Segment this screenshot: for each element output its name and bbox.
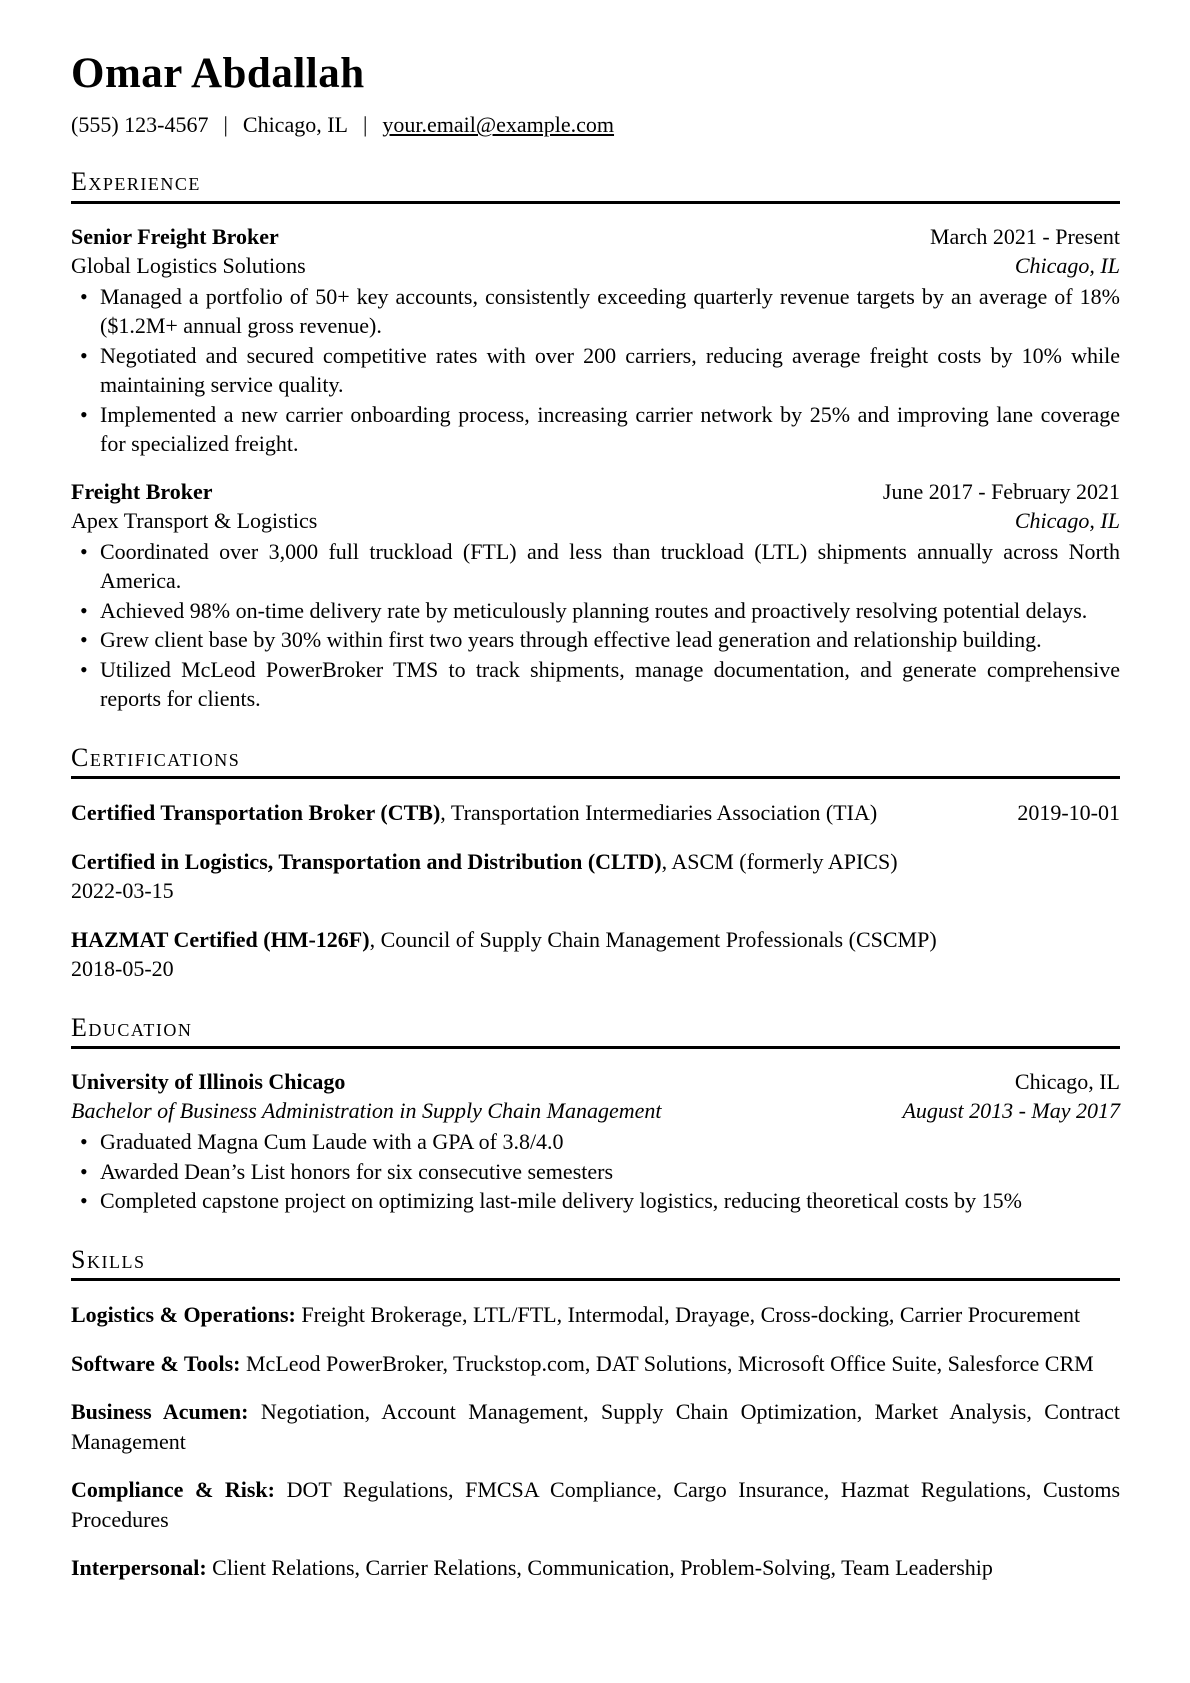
skill-group-items: Freight Brokerage, LTL/FTL, Intermodal, Drayage, Cross-docking, Carrier Procurement (301, 1302, 1081, 1328)
skill-group-items: Client Relations, Carrier Relations, Communication, Problem-Solving, Team Leadership (212, 1555, 993, 1581)
skill-group (71, 1475, 1120, 1534)
phone-number: (555) 123-4567 (71, 112, 209, 138)
skill-group-label: Logistics & Operations: (71, 1302, 296, 1328)
skills-section-title: Skills (71, 1244, 146, 1274)
job-bullet: • Coordinated over 3,000 full truckload (FTL) and less than truckload (LTL) shipments annually across North America. (71, 537, 1120, 596)
section-divider (71, 1278, 1120, 1281)
job-location: Chicago, IL (1014, 507, 1120, 533)
job-entry (71, 222, 1120, 459)
education-bullet: • Completed capstone project on optimizing last-mile delivery logistics, reducing theoretical costs by 15% (71, 1186, 1120, 1215)
education-section (71, 1014, 1120, 1216)
education-entry (71, 1067, 1120, 1215)
certification-org: , Council of Supply Chain Management Professionals (CSCMP) (369, 926, 937, 952)
skills-list (71, 1300, 1120, 1582)
job-bullet: • Negotiated and secured competitive rates with over 200 carriers, reducing average freight costs by 10% while maintaining service quality. (71, 341, 1120, 400)
job-bullet-list (71, 537, 1120, 714)
job-bullet: • Utilized McLeod PowerBroker TMS to track shipments, manage documentation, and generate comprehensive reports for clients. (71, 655, 1120, 714)
education-bullet: • Graduated Magna Cum Laude with a GPA of 3.8/4.0 (71, 1127, 1120, 1156)
certification-name: Certified in Logistics, Transportation and Distribution (CLTD) (71, 848, 662, 874)
skill-group-label: Software & Tools: (71, 1350, 241, 1376)
certification-name: HAZMAT Certified (HM-126F) (71, 926, 370, 952)
education-bullet: • Awarded Dean’s List honors for six consecutive semesters (71, 1157, 1120, 1186)
job-title: Senior Freight Broker (71, 223, 279, 249)
skill-group-label: Business Acumen: (71, 1399, 249, 1425)
contact-separator: | (223, 112, 228, 138)
certification-date: 2019-10-01 (1017, 800, 1120, 826)
person-name: Omar Abdallah (71, 50, 365, 97)
skill-group-items: McLeod PowerBroker, Truckstop.com, DAT Solutions, Microsoft Office Suite, Salesforce CRM (246, 1350, 1094, 1376)
job-bullet: • Implemented a new carrier onboarding process, increasing carrier network by 25% and improving lane coverage for specialized freight. (71, 400, 1120, 459)
job-company: Global Logistics Solutions (71, 252, 306, 278)
certifications-list (71, 798, 1120, 983)
experience-section (71, 168, 1120, 713)
degree-name: Bachelor of Business Administration in Supply Chain Management (71, 1098, 662, 1124)
section-divider (71, 201, 1120, 204)
education-bullet-list (71, 1127, 1120, 1215)
contact-separator: | (362, 112, 368, 138)
job-bullet: • Managed a portfolio of 50+ key accounts, consistently exceeding quarterly revenue targets by an average of 18% ($1.2M+ annual gross revenue). (71, 282, 1120, 341)
certifications-section-title: Certifications (71, 742, 241, 772)
certification-entry (71, 798, 1120, 827)
school-location: Chicago, IL (1014, 1069, 1120, 1095)
skill-group-label: Interpersonal: (71, 1555, 207, 1581)
certification-entry (71, 925, 1120, 984)
experience-section-title: Experience (71, 167, 201, 197)
job-bullet-list (71, 282, 1120, 459)
skill-group-label: Compliance & Risk: (71, 1477, 275, 1503)
skill-group-items: Negotiation, Account Management, Supply Chain Optimization, Market Analysis, Contract Management (71, 1399, 1120, 1454)
education-dates: August 2013 - May 2017 (902, 1098, 1120, 1124)
skill-group-items: DOT Regulations, FMCSA Compliance, Cargo Insurance, Hazmat Regulations, Customs Procedures (71, 1477, 1121, 1532)
certifications-section (71, 744, 1120, 984)
job-bullet: • Grew client base by 30% within first two years through effective lead generation and relationship building. (71, 625, 1120, 654)
job-company: Apex Transport & Logistics (71, 507, 318, 533)
contact-line (71, 112, 1120, 138)
certification-entry (71, 847, 1120, 906)
skill-group (71, 1397, 1120, 1456)
job-title: Freight Broker (71, 478, 213, 504)
certification-date: 2022-03-15 (71, 878, 174, 904)
skill-group (71, 1349, 1120, 1378)
skill-group (71, 1553, 1120, 1582)
job-location: Chicago, IL (1014, 252, 1120, 278)
email-link[interactable]: your.email@example.com (382, 112, 615, 138)
skill-group (71, 1300, 1120, 1329)
school-name: University of Illinois Chicago (71, 1069, 346, 1095)
skills-section (71, 1246, 1120, 1583)
contact-location: Chicago, IL (242, 112, 348, 138)
certification-date: 2018-05-20 (71, 956, 174, 982)
education-section-title: Education (71, 1012, 193, 1042)
section-divider (71, 1046, 1120, 1049)
job-dates: March 2021 - Present (929, 223, 1120, 249)
job-entry (71, 477, 1120, 714)
job-dates: June 2017 - February 2021 (882, 478, 1120, 504)
section-divider (71, 776, 1120, 779)
certification-name: Certified Transportation Broker (CTB) (71, 800, 441, 826)
job-bullet: • Achieved 98% on-time delivery rate by meticulously planning routes and proactively resolving potential delays. (71, 596, 1120, 625)
certification-org: , ASCM (formerly APICS) (661, 848, 898, 874)
certification-org: , Transportation Intermediaries Association (TIA) (440, 800, 878, 826)
